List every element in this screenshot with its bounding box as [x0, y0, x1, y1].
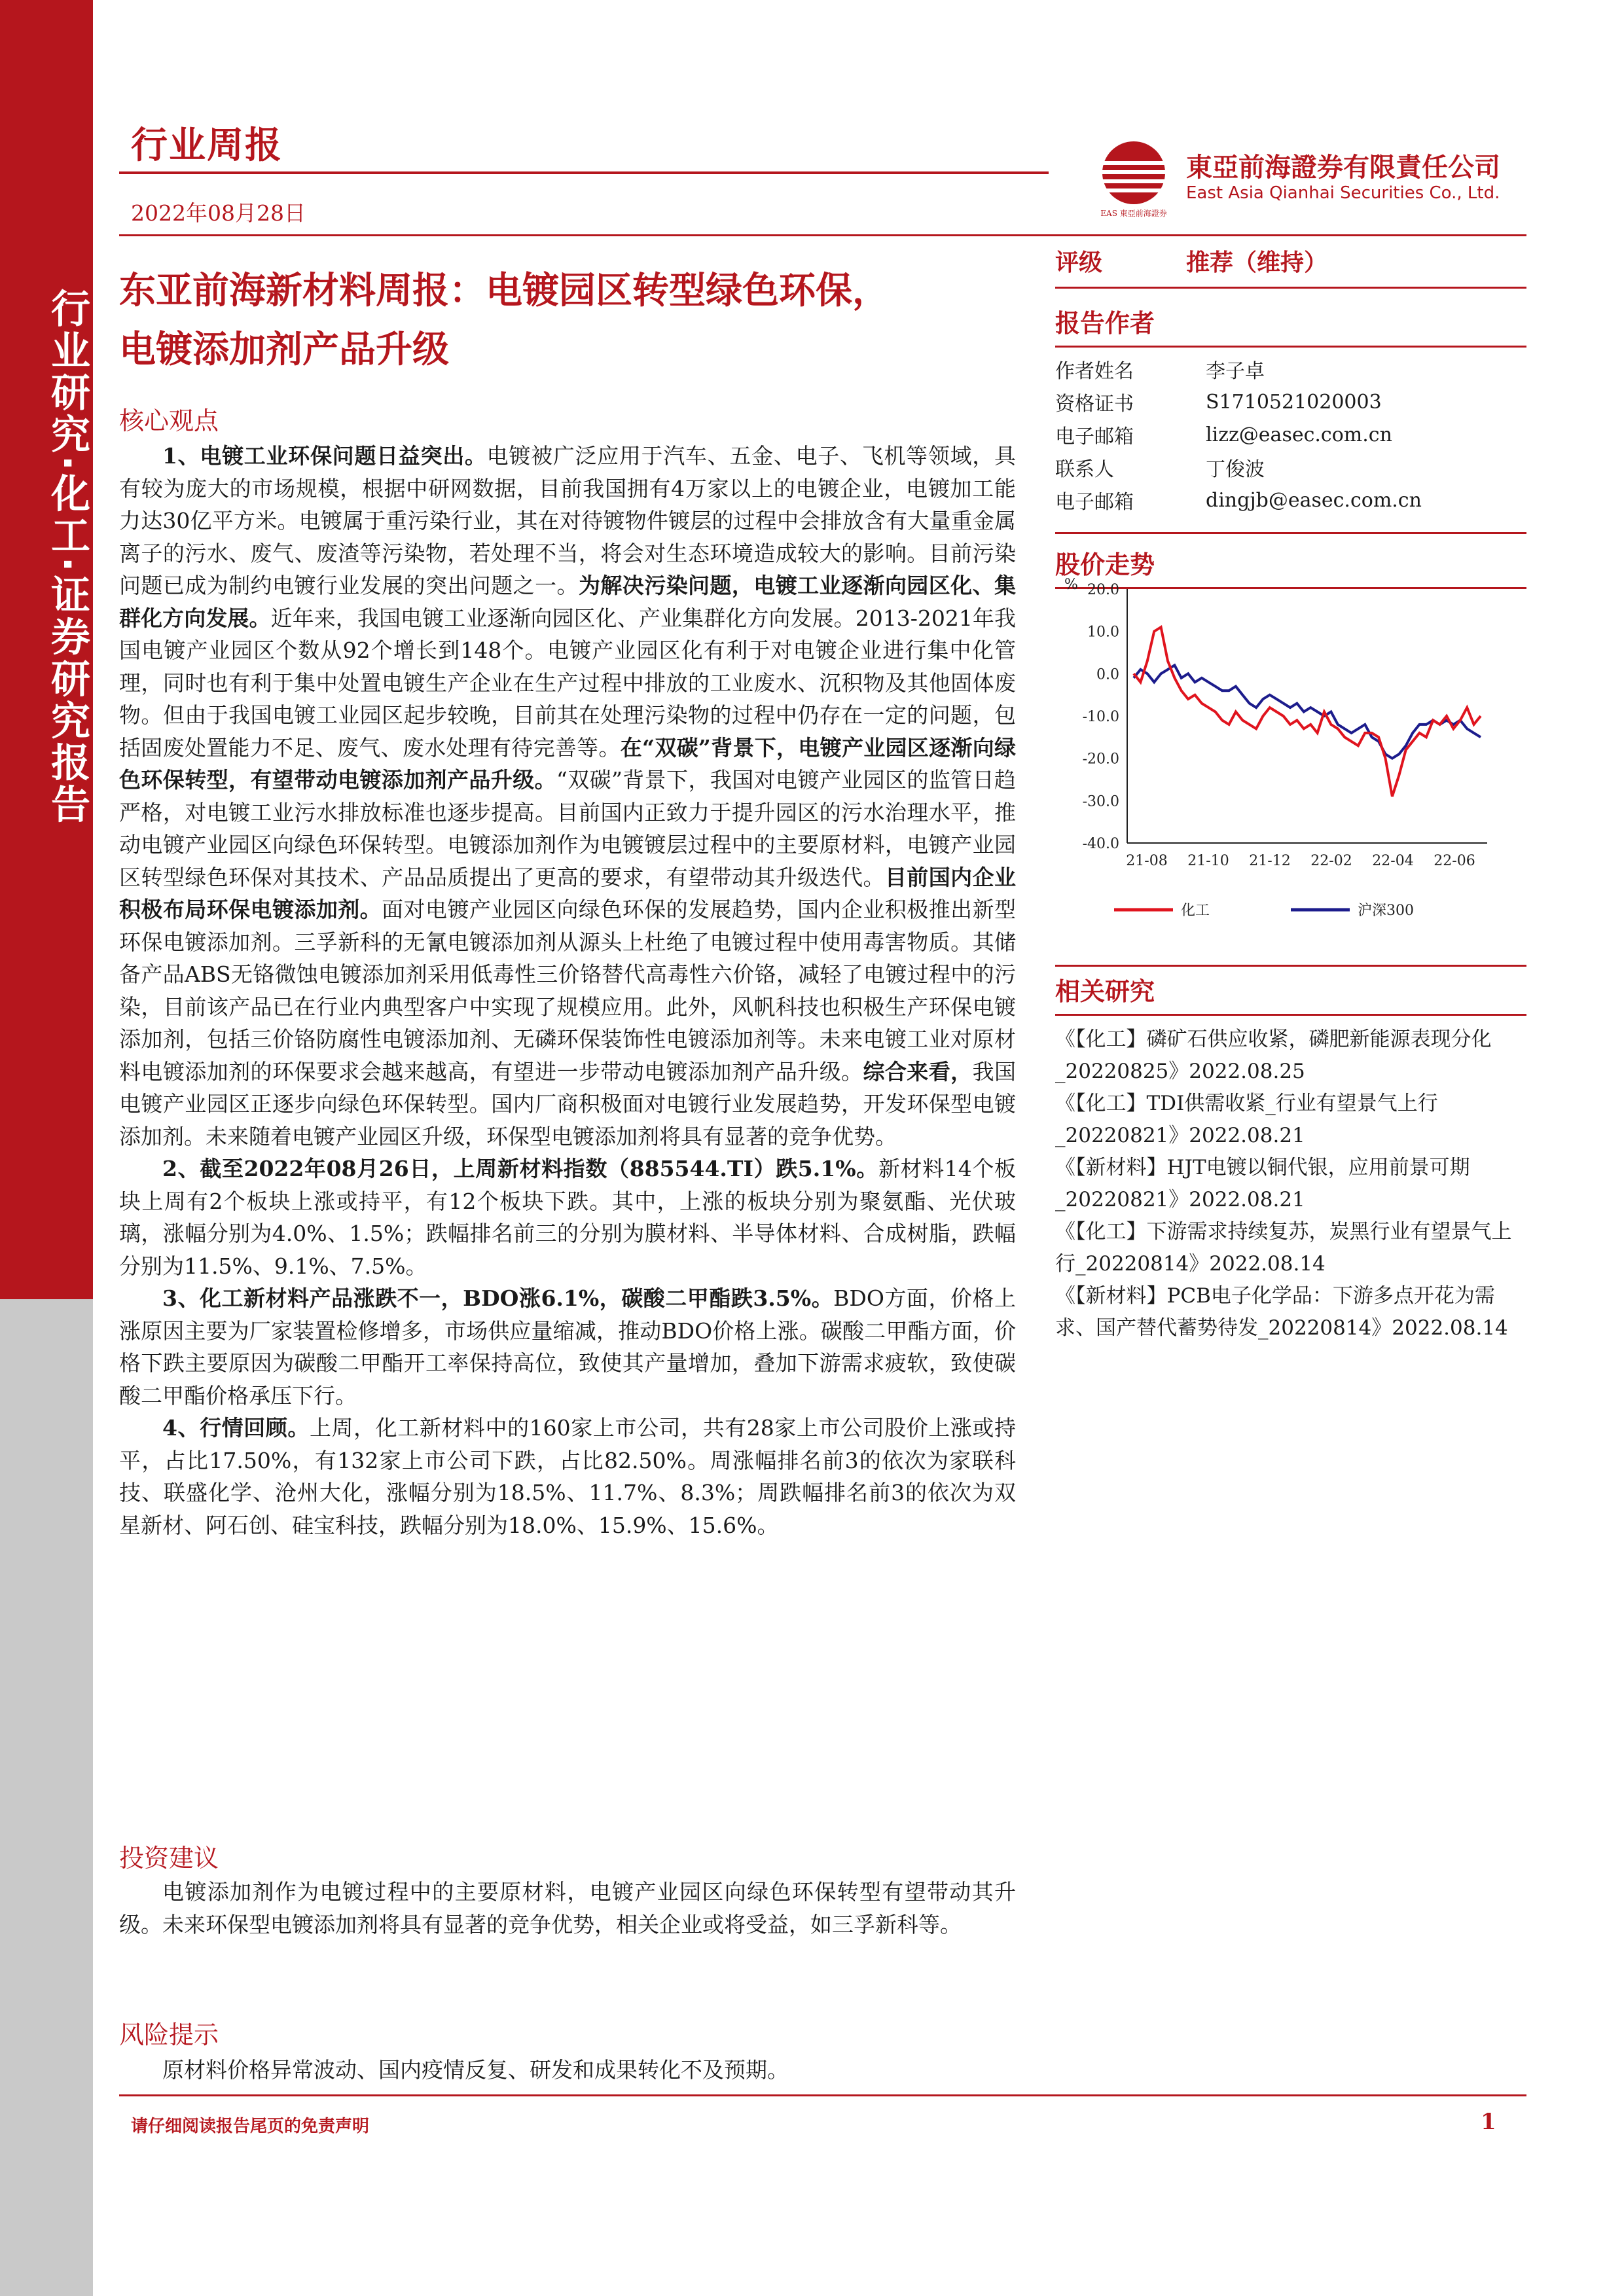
footer-rule	[119, 2094, 1526, 2096]
related-item[interactable]: 《【新材料】PCB电子化学品：下游多点开花为需求、国产替代蓄势待发_20220814》2022.08.14	[1055, 1284, 1508, 1340]
core-point-2: 2、截至2022年08月26日，上周新材料指数（885544.TI）跌5.1%。新材料14个板块上周有2个板块上涨或持平，有12个板块下跌。其中，上涨的板块分别为聚氨酯、光伏玻璃，涨幅分别为4.0%、1.5%；跌幅排名前三的分别为膜材料、半导体材料、合成树脂，跌幅分别为11.5%、9.1%、7.5%。	[119, 1156, 1016, 1279]
author-row: 电子邮箱 lizz@easec.com.cn	[1055, 423, 1392, 448]
rating-value: 推荐（维持）	[1186, 249, 1328, 276]
title-line-2: 电镀添加剂产品升级	[119, 329, 449, 371]
invest-body: 电镀添加剂作为电镀过程中的主要原材料，电镀产业园区向绿色环保转型有望带动其升级。未来环保型电镀添加剂将具有显著的竞争优势，相关企业或将受益，如三孚新科等。	[119, 1879, 1016, 1937]
author-row: 电子邮箱 dingjb@easec.com.cn	[1055, 488, 1422, 514]
authors-heading: 报告作者	[1055, 309, 1155, 338]
right-column	[1055, 241, 1526, 589]
core-point-4: 4、行情回顾。上周，化工新材料中的160家上市公司，共有28家上市公司股价上涨或持平，占比17.50%，有132家上市公司下跌，占比82.50%。周涨幅排名前3的依次为家联科技、联盛化学、沧州大化，涨幅分别为18.5%、11.7%、8.3%；周跌幅排名前3的依次为双星新材、阿石创、硅宝科技，跌幅分别为18.0%、15.9%、15.6%。	[119, 1415, 1016, 1538]
core-point-1: 1、电镀工业环保问题日益突出。电镀被广泛应用于汽车、五金、电子、飞机等领域，具有较为庞大的市场规模，根据中研网数据，目前我国拥有4万家以上的电镀企业，电镀加工能力达30亿平方米。电镀属于重污染行业，其在对待镀物件镀层的过程中会排放含有大量重金属离子的污水、废气、废渣等污染物，若处理不当，将会对生态环境造成较大的影响。目前污染问题已成为制约电镀行业发展的突出问题之一。为解决污染问题，电镀工业逐渐向园区化、集群化方向发展。近年来，我国电镀工业逐渐向园区化、产业集群化方向发展。2013-2021年我国电镀产业园区个数从92个增长到148个。电镀产业园区化有利于对电镀企业进行集中化管理，同时也有利于集中处置电镀生产企业在生产过程中排放的工业废水、沉积物及其他固体废物。但由于我国电镀工业园区起步较晚，目前其在处理污染物的过程中仍存在一定的问题，包括固废处置能力不足、废气、废水处理有待完善等。在“双碳”背景下，电镀产业园区逐渐向绿色环保转型，有望带动电镀添加剂产品升级。“双碳”背景下，我国对电镀产业园区的监管日趋严格，对电镀工业污水排放标准也逐步提高。目前国内正致力于提升园区的污水治理水平，推动电镀产业园区向绿色环保转型。电镀添加剂作为电镀镀层过程中的主要原材料，电镀产业园区转型绿色环保对其技术、产品品质提出了更高的要求，有望带动其升级迭代。目前国内企业积极布局环保电镀添加剂。面对电镀产业园区向绿色环保的发展趋势，国内企业积极推出新型环保电镀添加剂。三孚新科的无氰电镀添加剂从源头上杜绝了电镀过程中使用毒害物质。其储备产品ABS无铬微蚀电镀添加剂采用低毒性三价铬替代高毒性六价铬，减轻了电镀过程中的污染，目前该产品已在行业内典型客户中实现了规模应用。此外，风帆科技也积极生产环保电镀添加剂，包括三价铬防腐性电镀添加剂、无磷环保装饰性电镀添加剂等。未来电镀工业对原材料电镀添加剂的环保要求会越来越高，有望进一步带动电镀添加剂产品升级。综合来看，我国电镀产业园区正逐步向绿色环保转型。国内厂商积极面对电镀行业发展趋势，开发环保型电镀添加剂。未来随着电镀产业园区升级，环保型电镀添加剂将具有显著的竞争优势。	[119, 443, 1017, 1149]
core-body	[119, 440, 1016, 1541]
risk-heading: 风险提示	[119, 2020, 219, 2049]
related-section	[1055, 971, 1526, 1344]
related-item[interactable]: 《【化工】TDI供需收紧_行业有望景气上行_20220821》2022.08.21	[1055, 1092, 1438, 1147]
related-item[interactable]: 《【化工】下游需求持续复苏，炭黑行业有望景气上行_20220814》2022.08.14	[1055, 1220, 1512, 1276]
related-item[interactable]: 《【化工】磷矿石供应收紧，磷肥新能源表现分化_20220825》2022.08.25	[1055, 1028, 1492, 1083]
y-tick-label: -20.0	[1082, 751, 1119, 768]
y-tick-label: 0.0	[1096, 666, 1119, 683]
company-name: 東亞前海證券有限責任公司	[1186, 152, 1500, 183]
x-tick-label: 21-08	[1126, 853, 1168, 869]
invest-heading: 投资建议	[119, 1844, 219, 1873]
core-heading: 核心观点	[119, 406, 219, 435]
series-line-沪深300	[1134, 665, 1481, 758]
header-rule-2	[119, 234, 1526, 236]
y-tick-label: 10.0	[1087, 624, 1119, 641]
x-tick-label: 21-12	[1249, 853, 1291, 869]
company-name-english: East Asia Qianhai Securities Co., Ltd.	[1186, 183, 1500, 203]
author-row: 作者姓名 李子卓	[1055, 360, 1265, 383]
y-axis-unit: %	[1064, 577, 1078, 593]
doc-type: 行业周报	[131, 124, 283, 167]
related-rule	[1055, 1014, 1526, 1016]
legend-label: 沪深300	[1358, 903, 1414, 919]
price-rule-top	[1055, 532, 1526, 534]
company-logo-icon	[1092, 135, 1176, 219]
footer-disclaimer: 请仔细阅读报告尾页的免责声明	[131, 2117, 370, 2136]
y-tick-label: -40.0	[1082, 836, 1119, 852]
page-number: 1	[1481, 2109, 1496, 2135]
related-heading: 相关研究	[1055, 977, 1155, 1006]
risk-body: 原材料价格异常波动、国内疫情反复、研发和成果转化不及预期。	[162, 2057, 789, 2083]
price-chart	[1055, 569, 1526, 936]
series-line-化工	[1134, 627, 1481, 797]
rating-rule	[1055, 287, 1526, 289]
x-tick-label: 21-10	[1187, 853, 1229, 869]
price-heading: 股价走势	[1055, 550, 1155, 579]
report-date: 2022年08月28日	[131, 200, 306, 226]
svg-text:EAS 東亞前海證券: EAS 東亞前海證券	[1100, 209, 1167, 218]
header-rule	[119, 171, 1049, 174]
rating-row	[1055, 241, 1526, 280]
author-row: 资格证书 S1710521020003	[1055, 390, 1382, 416]
x-tick-label: 22-06	[1434, 853, 1475, 869]
authors-rule	[1055, 346, 1526, 348]
related-item[interactable]: 《【新材料】HJT电镀以铜代银，应用前景可期_20220821》2022.08.21	[1055, 1156, 1470, 1211]
sidebar-label: 行业研究·化工·证券研究报告	[45, 288, 90, 826]
y-tick-label: -30.0	[1082, 793, 1119, 810]
sidebar-band-lower	[0, 1299, 93, 2296]
y-tick-label: 20.0	[1087, 582, 1119, 598]
legend-label: 化工	[1181, 903, 1210, 919]
core-point-3: 3、化工新材料产品涨跌不一，BDO涨6.1%，碳酸二甲酯跌3.5%。BDO方面，价格上涨原因主要为厂家装置检修增多，市场供应量缩减，推动BDO价格上涨。碳酸二甲酯方面，价格下跌主要原因为碳酸二甲酯开工率保持高位，致使其产量增加，叠加下游需求疲软，致使碳酸二甲酯价格承压下行。	[119, 1285, 1016, 1408]
related-rule-top	[1055, 965, 1526, 967]
x-tick-label: 22-04	[1372, 853, 1414, 869]
rating-label: 评级	[1055, 249, 1103, 276]
report-title	[119, 262, 1022, 380]
x-tick-label: 22-02	[1310, 853, 1352, 869]
author-row: 联系人 丁俊波	[1055, 458, 1265, 481]
related-list	[1055, 1024, 1526, 1344]
title-line-1: 东亚前海新材料周报：电镀园区转型绿色环保，	[119, 270, 889, 312]
y-tick-label: -10.0	[1082, 709, 1119, 725]
